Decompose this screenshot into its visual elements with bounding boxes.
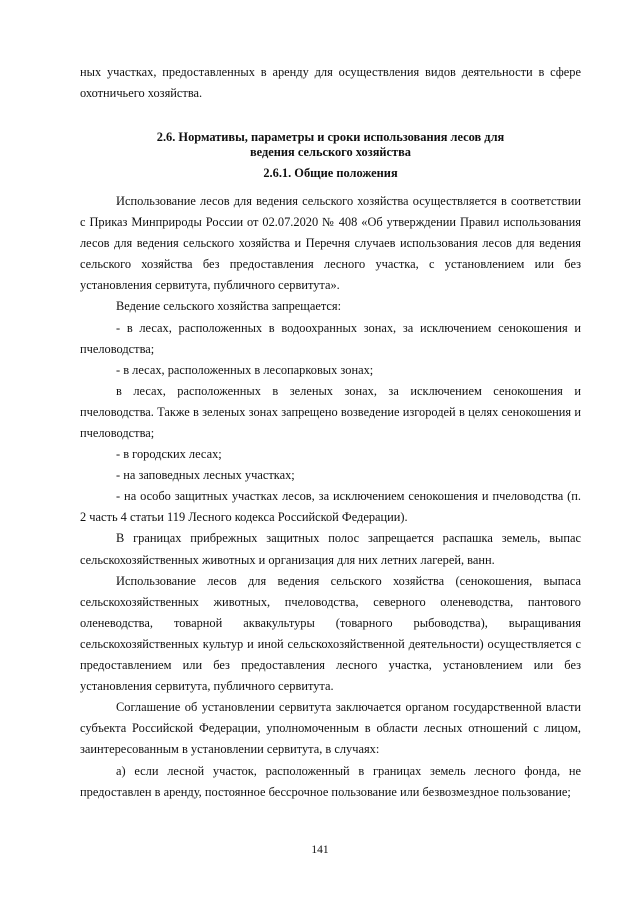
- section-heading: 2.6. Нормативы, параметры и сроки использования лесов для ведения сельского хозяйства: [156, 130, 505, 159]
- subsection-heading: 2.6.1. Общие положения: [263, 166, 398, 181]
- list-item: - на особо защитных участках лесов, за исключением сенокошения и пчеловодства (п. 2 часть 4 статьи 119 Лесного кодекса Российской Федерации).: [80, 489, 581, 525]
- list-item: а) если лесной участок, расположенный в границах земель лесного фонда, не предоставлен в аренду, постоянное бессрочное пользование или безвозмездное пользование;: [80, 763, 581, 799]
- paragraph: В границах прибрежных защитных полос запрещается распашка земель, выпас сельскохозяйственных животных и организация для них летних лагерей, ванн.: [80, 531, 581, 567]
- document-page: [80, 62, 581, 803]
- page-number: 141: [311, 844, 329, 856]
- list-item: - в лесах, расположенных в водоохранных зонах, за исключением сенокошения и пчеловодства;: [80, 320, 581, 356]
- list-item: - в городских лесах;: [116, 447, 222, 462]
- paragraph: Ведение сельского хозяйства запрещается:: [116, 299, 342, 314]
- paragraph: Использование лесов для ведения сельского хозяйства (сенокошения, выпаса сельскохозяйственных животных, пчеловодства, северного оленеводства, пантового оленеводства, товарной аквакультуры (товарного рыбоводства), выращивания сельскохозяйственных культур и иной сельскохозяйственной деятельности) осуществляется с предоставлением или без предоставления лесного участка, установлением или без установления сервитута, публичного сервитута.: [80, 573, 581, 694]
- paragraph: Использование лесов для ведения сельского хозяйства осуществляется в соответствии с Приказ Минприроды России от 02.07.2020 № 408 «Об утверждении Правил использования лесов для ведения сельского хозяйства и Перечня случаев использования лесов для ведения сельского хозяйства без предоставления лесного участка, с установлением или без установления сервитута, публичного сервитута».: [80, 193, 581, 293]
- paragraph: Соглашение об установлении сервитута заключается органом государственной власти субъекта Российской Федерации, уполномоченным в области лесных отношений с лицом, заинтересованным в установлении сервитута, в случаях:: [80, 700, 581, 757]
- paragraph-continuation: ных участках, предоставленных в аренду для осуществления видов деятельности в сфере охотничьего хозяйства.: [80, 65, 581, 101]
- list-item: - на заповедных лесных участках;: [116, 468, 295, 483]
- list-item: в лесах, расположенных в зеленых зонах, за исключением сенокошения и пчеловодства. Также в зеленых зонах запрещено возведение изгородей в целях сенокошения и пчеловодства;: [80, 383, 581, 440]
- list-item: - в лесах, расположенных в лесопарковых зонах;: [116, 362, 374, 377]
